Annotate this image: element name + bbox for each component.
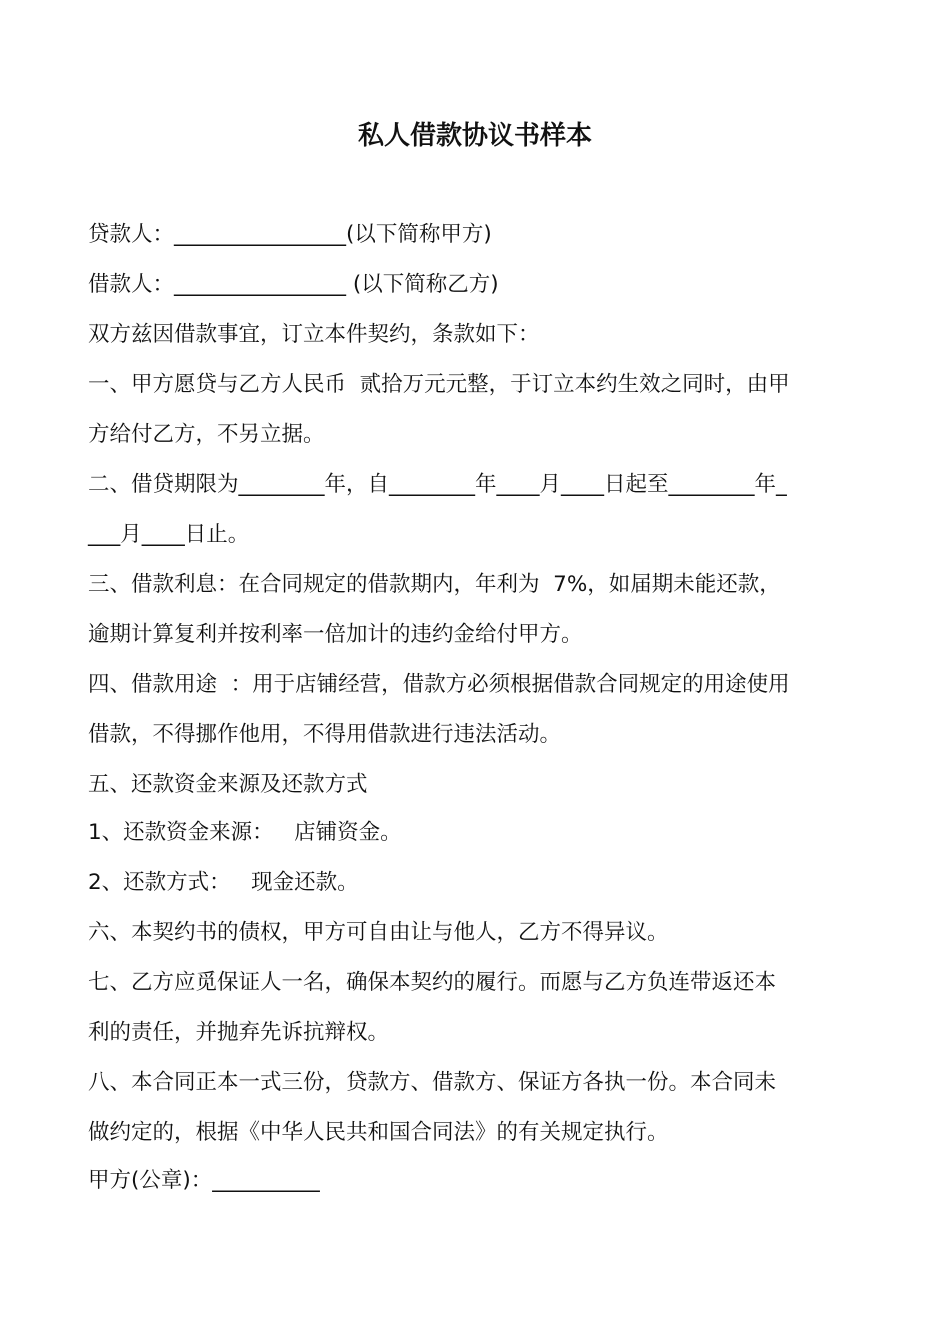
clause-4-line-1: 四、借款用途 ：用于店铺经营，借款方必须根据借款合同规定的用途使用 <box>88 672 790 697</box>
clause-5-item-1: 1、还款资金来源： 店铺资金。 <box>88 820 402 845</box>
clause-8-line-1: 八、本合同正本一式三份，贷款方、借款方、保证方各执一份。本合同未 <box>88 1070 777 1095</box>
clause-6-line: 六、本契约书的债权，甲方可自由让与他人，乙方不得异议。 <box>88 920 669 945</box>
clause-3-line-2: 逾期计算复利并按利率一倍加计的违约金给付甲方。 <box>88 622 583 647</box>
lender-line: 贷款人：________________(以下简称甲方) <box>88 222 492 247</box>
clause-7-line-1: 七、乙方应觅保证人一名，确保本契约的履行。而愿与乙方负连带返还本 <box>88 970 777 995</box>
party-a-seal-line: 甲方(公章)：__________ <box>88 1168 320 1193</box>
clause-1-line-2: 方给付乙方，不另立据。 <box>88 422 325 447</box>
clause-8-line-2: 做约定的，根据《中华人民共和国合同法》的有关规定执行。 <box>88 1120 669 1145</box>
preamble-line: 双方兹因借款事宜，订立本件契约，条款如下： <box>88 322 540 347</box>
borrower-line: 借款人：________________ (以下简称乙方) <box>88 272 499 297</box>
clause-7-line-2: 利的责任，并抛弃先诉抗辩权。 <box>88 1020 390 1045</box>
clause-2-line-1: 二、借贷期限为________年，自________年____月____日起至________年_ <box>88 472 787 497</box>
clause-1-line-1: 一、甲方愿贷与乙方人民币 贰拾万元元整，于订立本约生效之同时，由甲 <box>88 372 790 397</box>
document-title: 私人借款协议书样本 <box>357 121 592 151</box>
clause-2-line-2: ___月____日止。 <box>88 522 250 547</box>
clause-4-line-2: 借款，不得挪作他用，不得用借款进行违法活动。 <box>88 722 562 747</box>
clause-5-heading: 五、还款资金来源及还款方式 <box>88 772 368 797</box>
clause-3-line-1: 三、借款利息：在合同规定的借款期内，年利为 7%，如届期未能还款， <box>88 572 781 597</box>
clause-5-item-2: 2、还款方式： 现金还款。 <box>88 870 359 895</box>
